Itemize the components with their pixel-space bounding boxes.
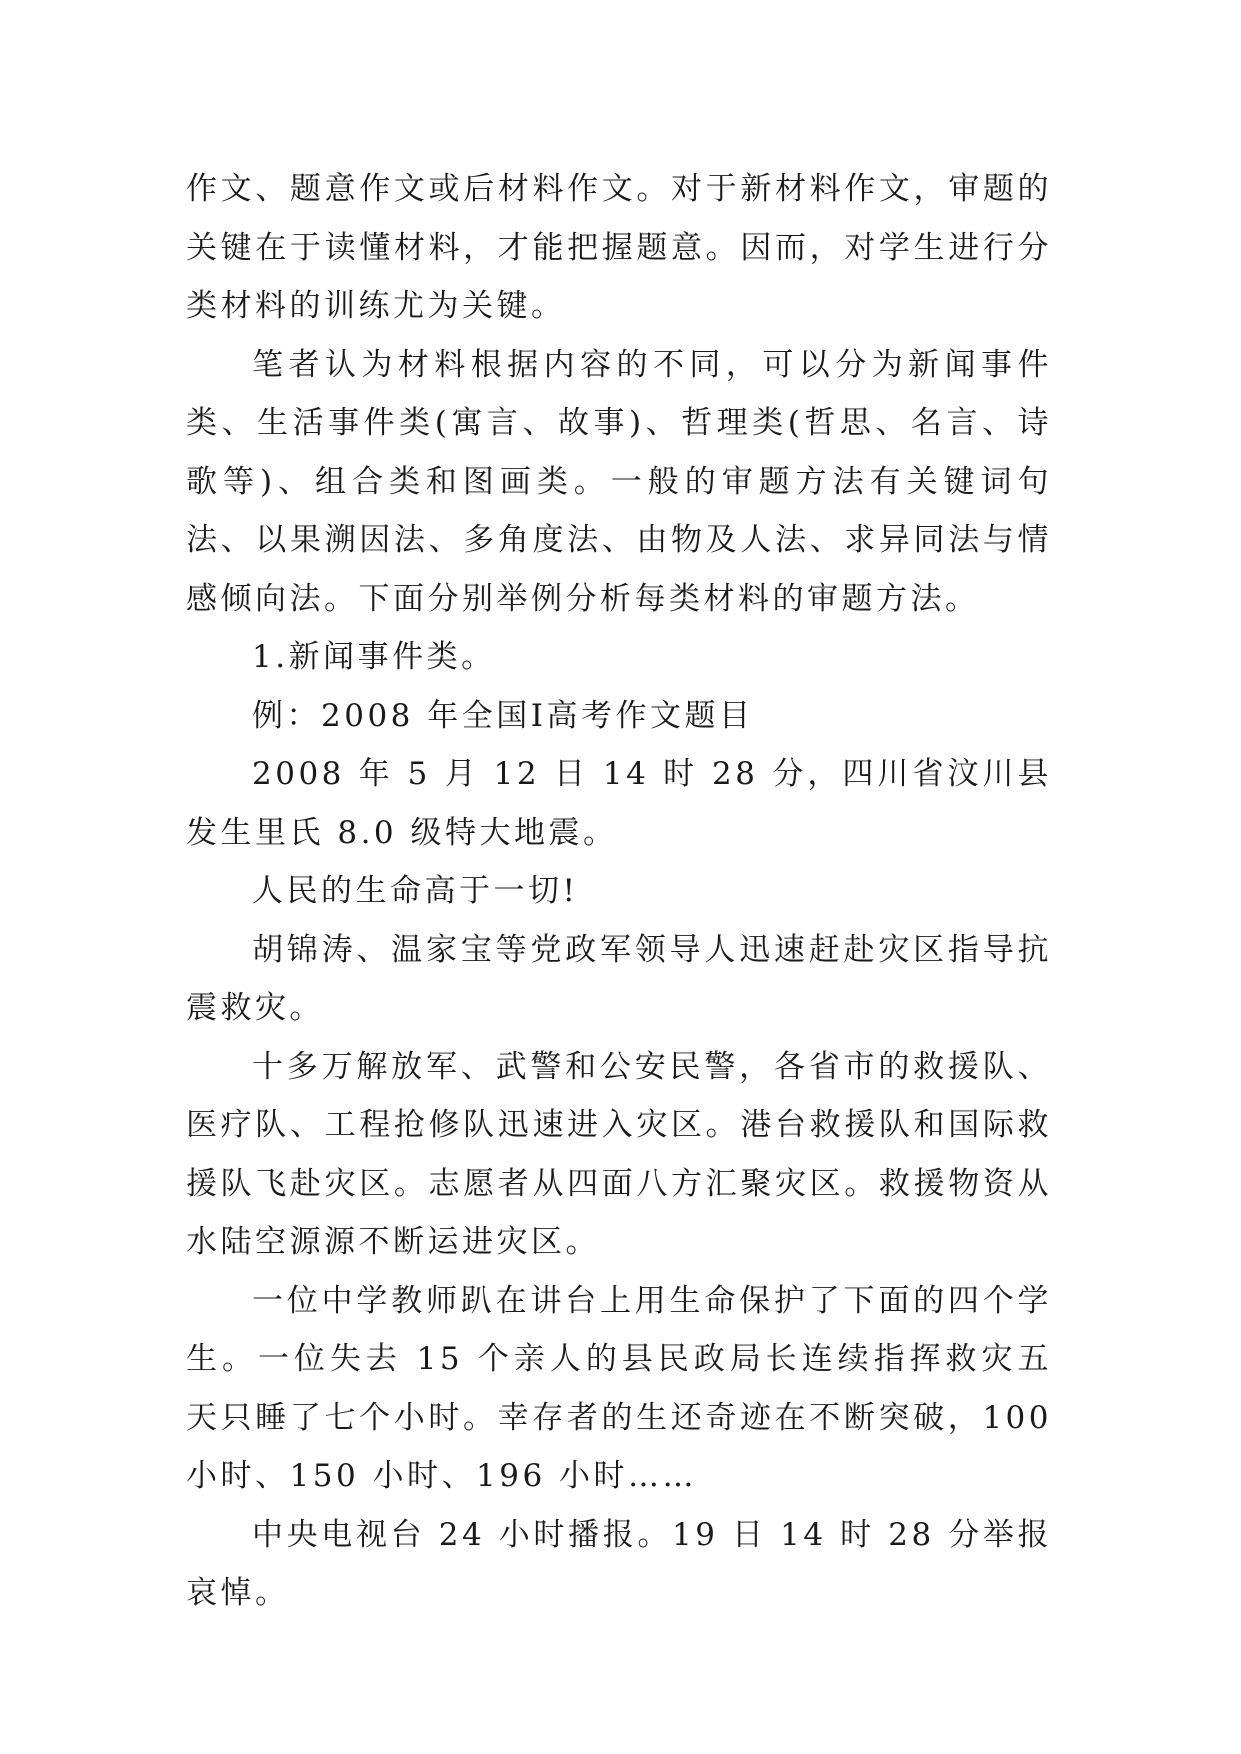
paragraph-earthquake-date: 2008 年 5 月 12 日 14 时 28 分，四川省汶川县发生里氏 8.0 级特大地震。: [186, 756, 1052, 851]
paragraph-cctv-broadcast: 中央电视台 24 小时播报。19 日 14 时 28 分举报哀悼。: [186, 1516, 1052, 1611]
document-body: [186, 160, 1052, 1623]
example-title: 例：2008 年全国Ⅰ高考作文题目: [252, 697, 754, 734]
paragraph-stories: 一位中学教师趴在讲台上用生命保护了下面的四个学生。一位失去 15 个亲人的县民政局长连续指挥救灾五天只睡了七个小时。幸存者的生还奇迹在不断突破，100 小时、150 小时、196 小时……: [186, 1282, 1052, 1494]
paragraph-rescue-teams: 十多万解放军、武警和公安民警，各省市的救援队、医疗队、工程抢修队迅速进入灾区。港台救援队和国际救援队飞赴灾区。志愿者从四面八方汇聚灾区。救援物资从水陆空源源不断运进灾区。: [186, 1048, 1052, 1260]
paragraph-intro-continuation: 作文、题意作文或后材料作文。对于新材料作文，审题的关键在于读懂材料，才能把握题意。因而，对学生进行分类材料的训练尤为关键。: [186, 171, 1052, 324]
paragraph-leaders: 胡锦涛、温家宝等党政军领导人迅速赶赴灾区指导抗震救灾。: [186, 931, 1052, 1026]
section-heading-news-events: 1.新闻事件类。: [252, 639, 496, 675]
paragraph-life-above-all: 人民的生命高于一切!: [252, 873, 579, 909]
paragraph-material-categories: 笔者认为材料根据内容的不同，可以分为新闻事件类、生活事件类(寓言、故事)、哲理类(哲思、名言、诗歌等)、组合类和图画类。一般的审题方法有关键词句法、以果溯因法、多角度法、由物及人法、求异同法与情感倾向法。下面分别举例分析每类材料的审题方法。: [186, 346, 1052, 617]
